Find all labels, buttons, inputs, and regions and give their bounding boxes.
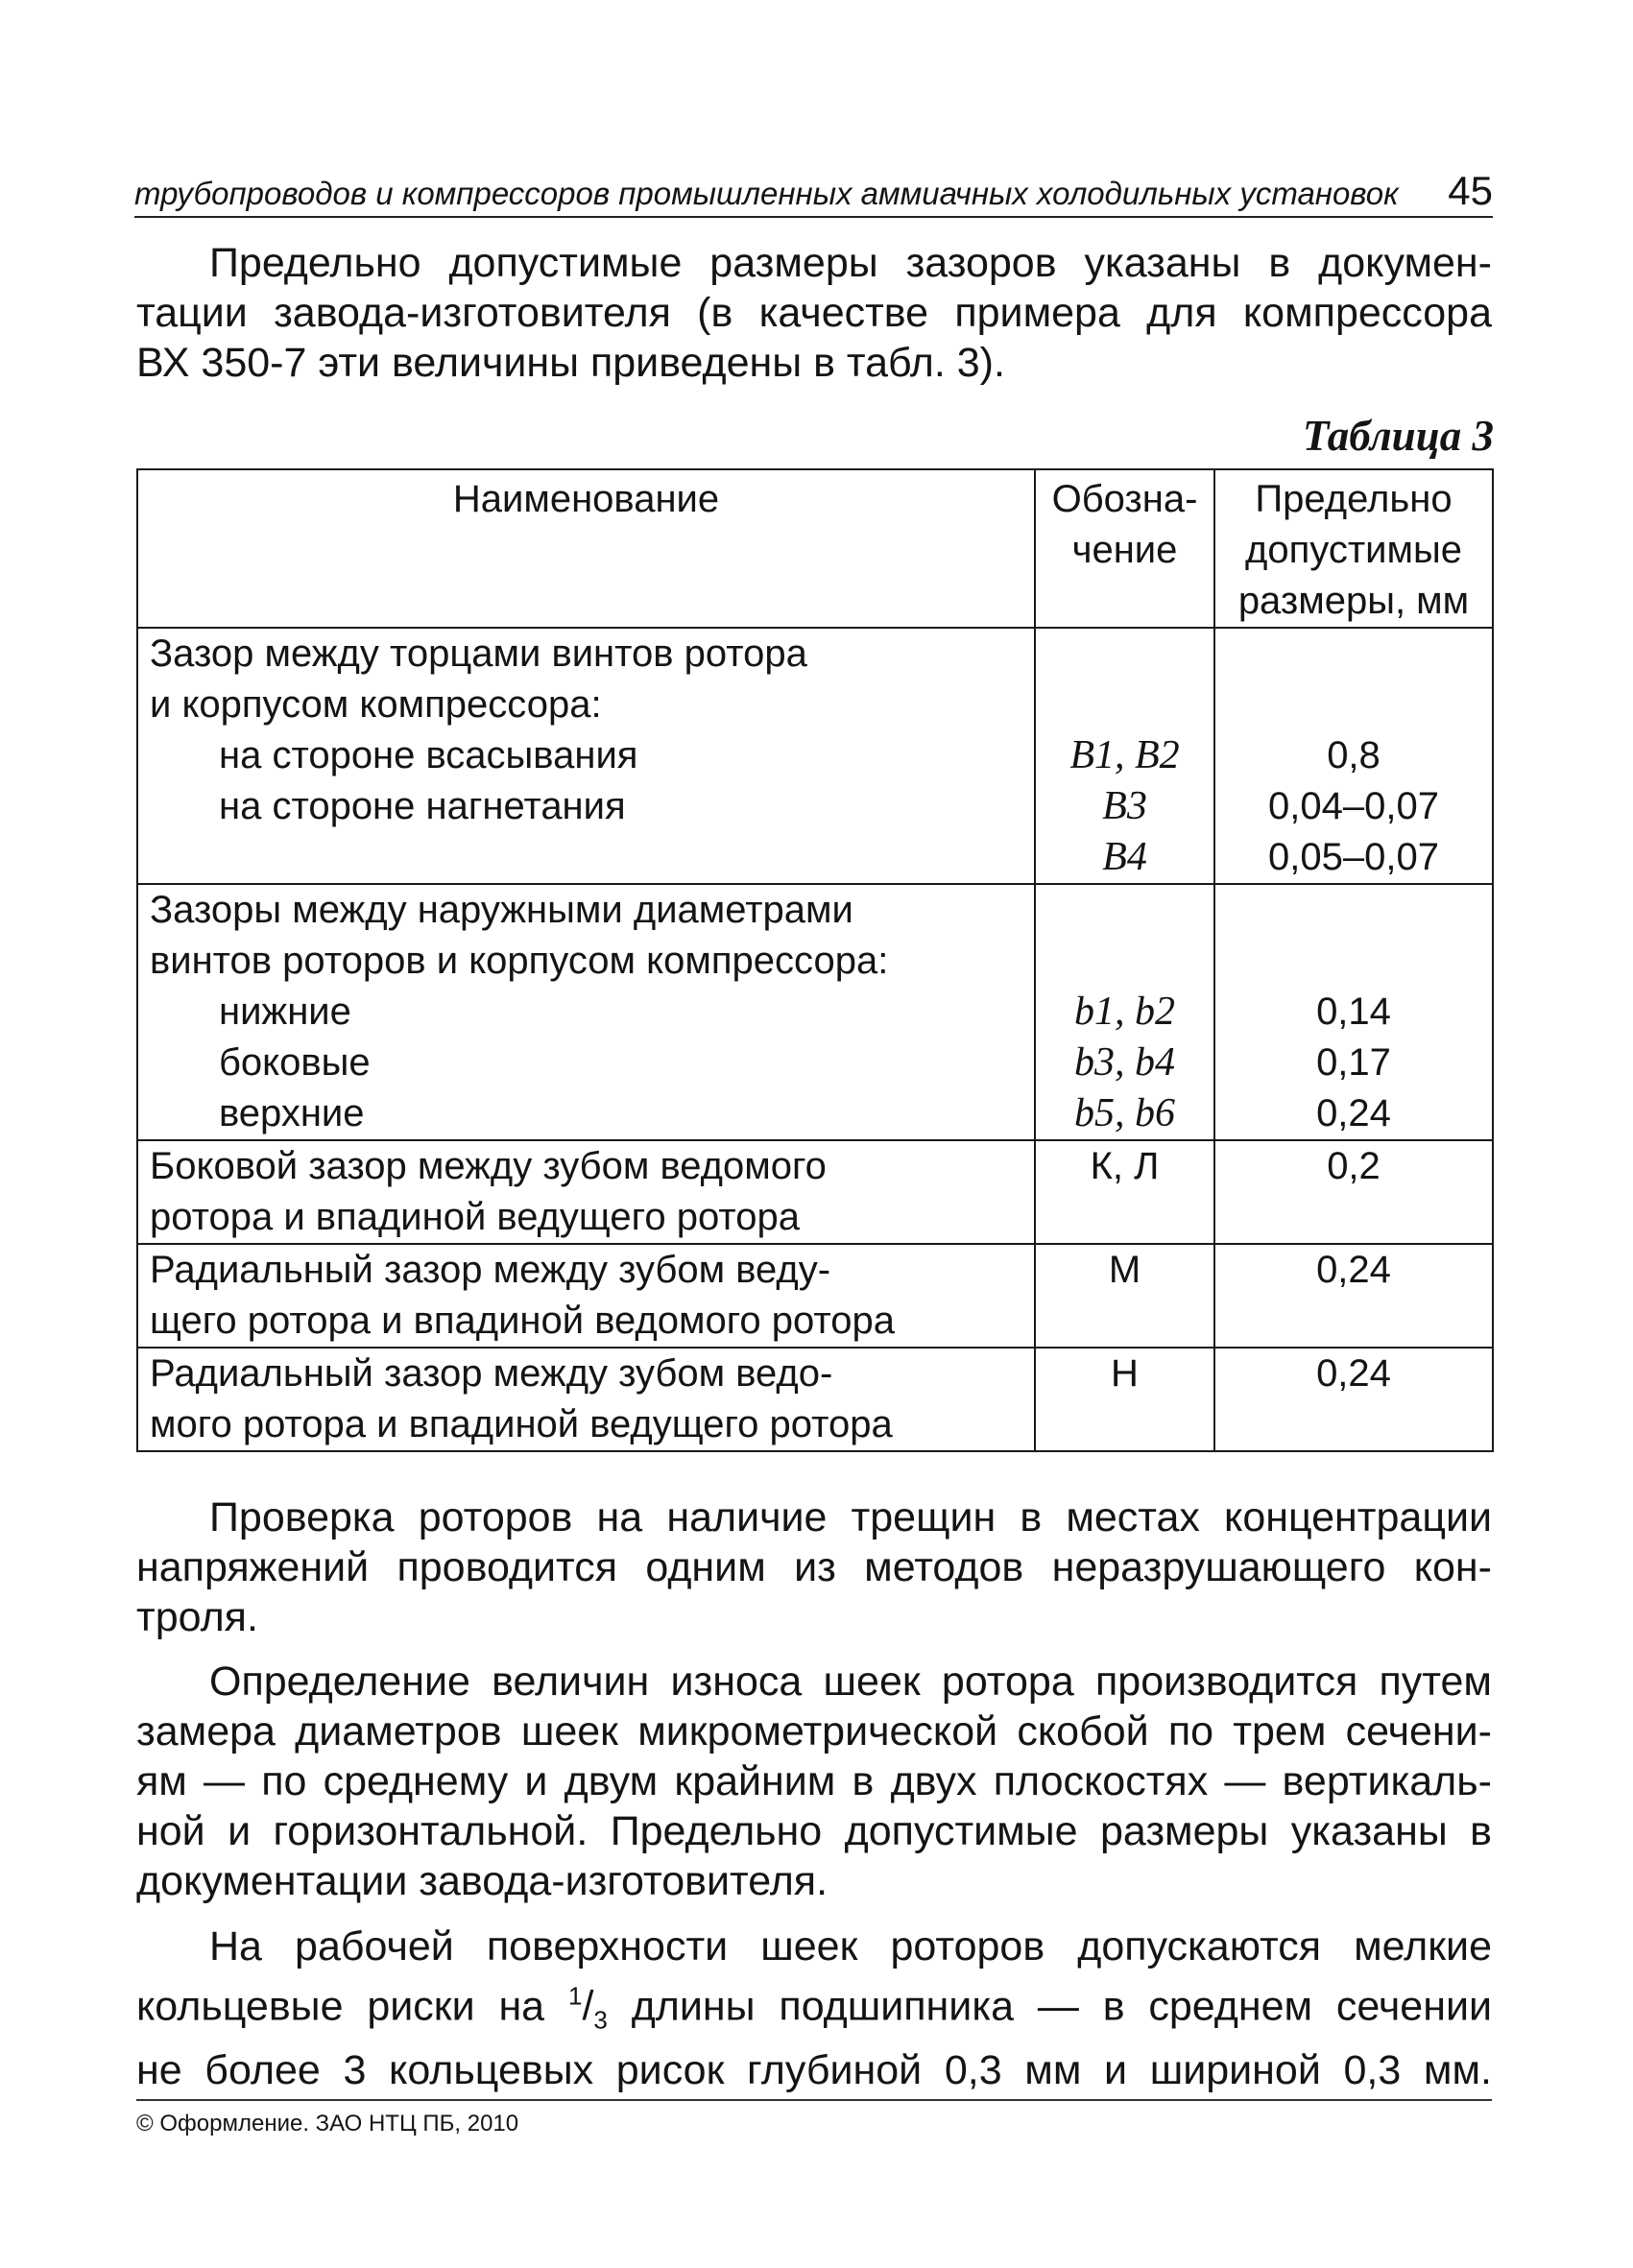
code-value: B4 (1102, 835, 1147, 879)
name-line: винтов роторов и корпусом компрессора: (150, 940, 889, 982)
name-line: Радиальный зазор между зубом веду- (150, 1249, 831, 1291)
header-title: трубопроводов и компрессоров промышленных аммиачных холодильных установок (134, 176, 1399, 211)
name-line: и корпусом компрессора: (150, 683, 602, 726)
name-line: мого ротора и впадиной ведущего ротора (150, 1403, 893, 1445)
text-line: На рабочей поверхности шеек роторов допускаются мелкие (209, 1923, 1492, 1970)
limit-value: 0,14 (1316, 991, 1391, 1033)
fraction-denominator: 3 (593, 2005, 608, 2035)
text-line: ВХ 350-7 эти величины приведены в табл. 3). (136, 340, 1005, 386)
header-name-label: Наименование (452, 478, 720, 520)
text-line: тации завода-изготовителя (в качестве примера для компрессора (136, 290, 1492, 336)
row-name (137, 1140, 1035, 1244)
name-line: Зазор между торцами винтов ротора (150, 633, 807, 675)
limit-value: 0,17 (1316, 1041, 1391, 1084)
row-value (1214, 884, 1493, 1140)
name-line: нижние (219, 991, 351, 1033)
header-code (1035, 469, 1214, 628)
row-name (137, 884, 1035, 1140)
code-value: b1, b2 (1074, 990, 1175, 1034)
name-line: ротора и впадиной ведущего ротора (150, 1196, 800, 1238)
text-segment: кольцевые риски на (136, 1983, 545, 2030)
text-segment: длины подшипника — в среднем сечении (631, 1983, 1492, 2030)
table-row (137, 1140, 1493, 1244)
table-row (137, 1348, 1493, 1451)
row-code (1035, 628, 1214, 884)
name-line: щего ротора и впадиной ведомого ротора (150, 1300, 895, 1342)
limit-value: 0,2 (1327, 1145, 1381, 1187)
code-value: B1, B2 (1069, 733, 1180, 777)
text-line: ям — по среднему и двум крайним в двух плоскостях — вертикаль- (136, 1758, 1492, 1804)
name-line: боковые (219, 1041, 371, 1084)
paragraph-crack-check (136, 1492, 1492, 1642)
row-name (137, 628, 1035, 884)
text-line: документации завода-изготовителя. (136, 1858, 829, 1904)
table-row (137, 628, 1493, 884)
header-name (137, 469, 1035, 628)
header-value-line: размеры, мм (1237, 580, 1470, 622)
row-value (1214, 1140, 1493, 1244)
text-line: Определение величин износа шеек ротора производится путем (209, 1659, 1492, 1705)
text-line: ной и горизонтальной. Предельно допустимые размеры указаны в (136, 1808, 1492, 1854)
table-header-row (137, 469, 1493, 628)
table-row (137, 1244, 1493, 1348)
limit-value: 0,8 (1327, 734, 1381, 776)
table-row (137, 884, 1493, 1140)
text-line: троля. (136, 1594, 258, 1640)
text-line: Проверка роторов на наличие трещин в местах концентрации (209, 1494, 1492, 1540)
name-line: Зазоры между наружными диаметрами (150, 889, 853, 931)
header-code-line: чение (1071, 529, 1178, 571)
table-caption: Таблица 3 (1302, 412, 1494, 460)
row-code (1035, 884, 1214, 1140)
limit-value: 0,24 (1316, 1249, 1391, 1291)
limit-value: 0,04–0,07 (1268, 785, 1439, 827)
text-line: не более 3 кольцевых рисок глубиной 0,3 мм и шириной 0,3 мм. (136, 2046, 1492, 2093)
paragraph-wear-measurement (136, 1657, 1492, 1906)
row-code (1035, 1140, 1214, 1244)
row-name (137, 1244, 1035, 1348)
text-line: замера диаметров шеек микрометрической скобой по трем сечени- (136, 1708, 1492, 1755)
name-line: верхние (219, 1092, 365, 1134)
name-line: на стороне всасывания (219, 734, 638, 776)
clearance-table (136, 468, 1494, 1452)
limit-value: 0,05–0,07 (1268, 836, 1439, 878)
name-line: на стороне нагнетания (219, 785, 626, 827)
code-value: К, Л (1090, 1145, 1160, 1187)
code-value: b5, b6 (1074, 1091, 1175, 1135)
row-code (1035, 1348, 1214, 1451)
row-code (1035, 1244, 1214, 1348)
row-value (1214, 1348, 1493, 1451)
limit-value: 0,24 (1316, 1092, 1391, 1134)
running-header (134, 168, 1493, 218)
fraction-one-third: $^1/_3$ (567, 1982, 608, 2035)
text-line: напряжений проводится одним из методов неразрушающего кон- (136, 1544, 1492, 1590)
name-line: Боковой зазор между зубом ведомого (150, 1145, 827, 1187)
copyright-text: © Оформление. ЗАО НТЦ ПБ, 2010 (136, 2111, 519, 2137)
paragraph-surface-scratches (136, 1922, 1492, 2095)
header-code-line: Обозна- (1051, 478, 1198, 520)
row-name (137, 1348, 1035, 1451)
header-value-line: допустимые (1245, 529, 1462, 571)
fraction-numerator: 1 (567, 1982, 583, 2011)
name-line: Радиальный зазор между зубом ведо- (150, 1352, 833, 1395)
limit-value: 0,24 (1316, 1352, 1391, 1395)
row-value (1214, 1244, 1493, 1348)
code-value: b3, b4 (1074, 1040, 1175, 1085)
code-value: М (1108, 1249, 1141, 1291)
header-value-line: Предельно (1255, 478, 1453, 520)
page-footer (136, 2099, 1492, 2137)
code-value: B3 (1102, 784, 1147, 828)
text-line: Предельно допустимые размеры зазоров указаны в докумен- (209, 240, 1492, 286)
code-value: Н (1111, 1352, 1139, 1395)
intro-paragraph (136, 238, 1492, 388)
text-line (136, 1971, 1492, 2045)
page-number: 45 (1448, 168, 1493, 213)
header-value (1214, 469, 1493, 628)
row-value (1214, 628, 1493, 884)
